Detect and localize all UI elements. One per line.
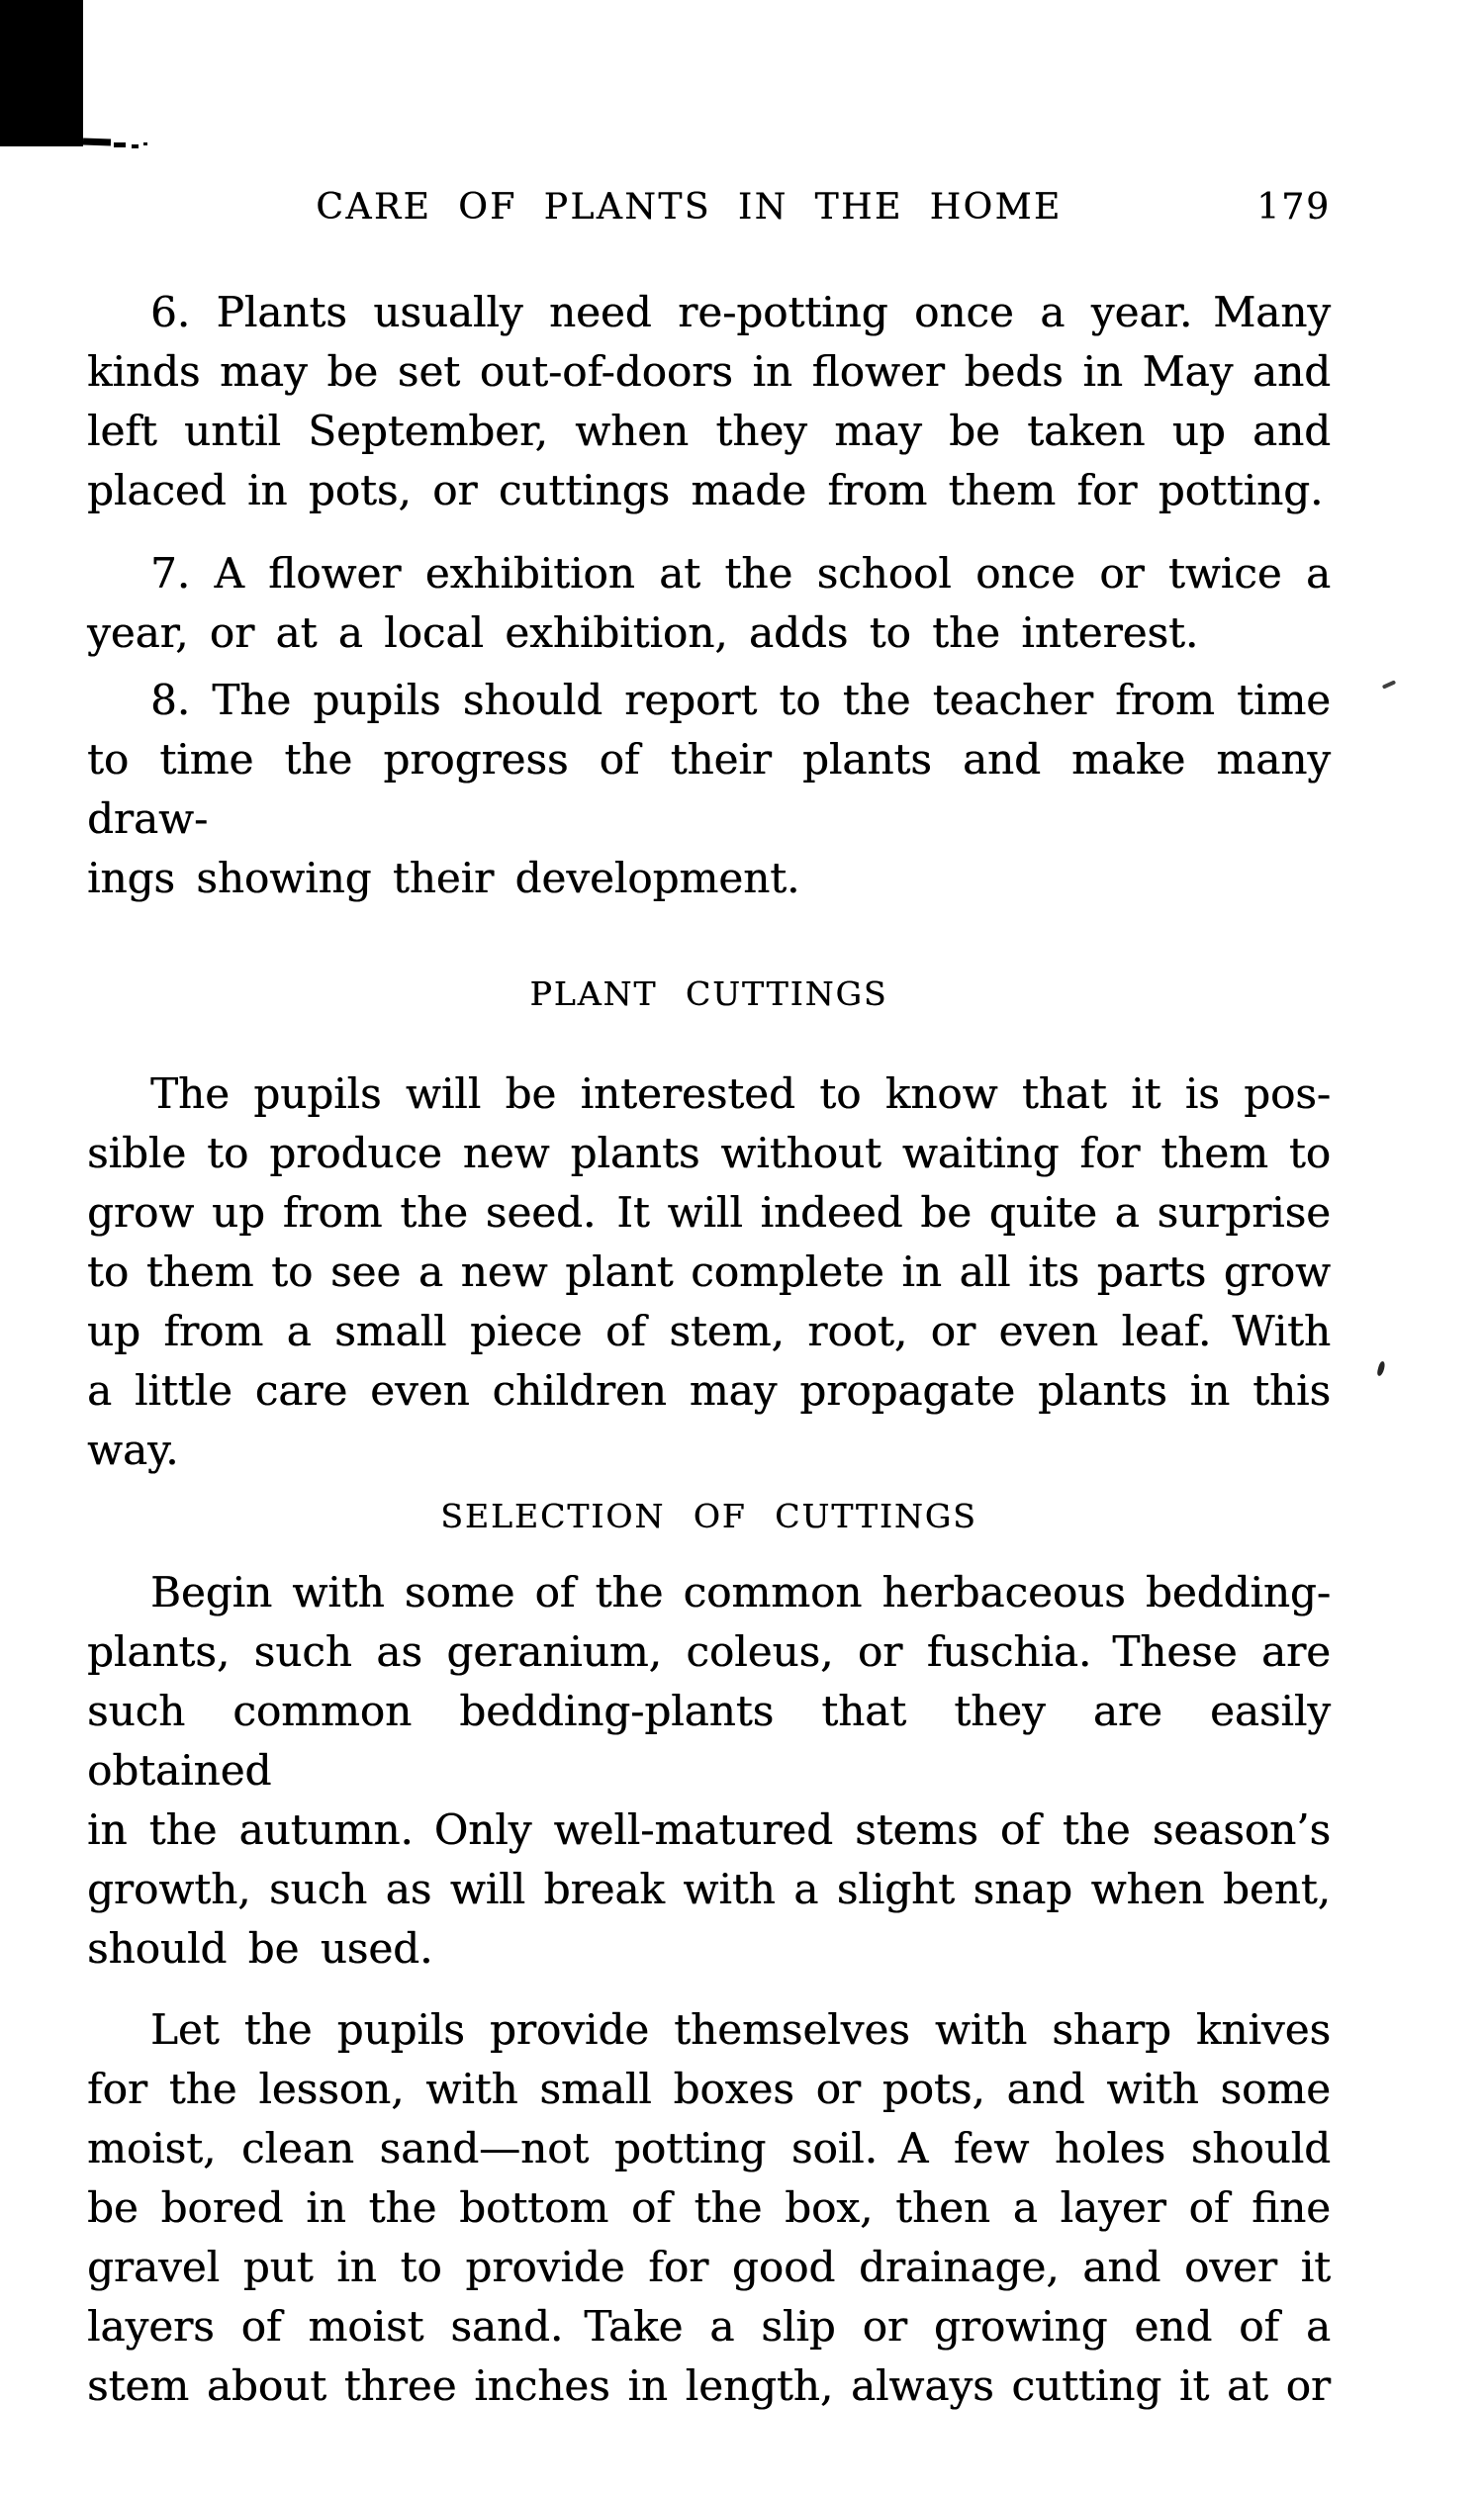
text-line: to time the progress of their plants and make many draw- bbox=[87, 735, 1331, 843]
scan-artifact-speck bbox=[143, 142, 147, 145]
text-line: 7. A flower exhibition at the school once or twice a bbox=[150, 549, 1331, 598]
text-line: Let the pupils provide themselves with sharp knives bbox=[150, 2005, 1331, 2054]
text-line: to them to see a new plant complete in all its parts grow bbox=[87, 1247, 1331, 1296]
text-line: kinds may be set out-of-doors in flower beds in May and bbox=[87, 347, 1331, 396]
text-line: for the lesson, with small boxes or pots, and with some bbox=[87, 2065, 1331, 2113]
text-line: grow up from the seed. It will indeed be quite a surprise bbox=[87, 1188, 1331, 1237]
text-line: such common bedding-plants that they are easily obtained bbox=[87, 1687, 1331, 1795]
scan-artifact-speck bbox=[132, 144, 139, 148]
paragraph bbox=[87, 1064, 1331, 1480]
text-line: way. bbox=[87, 1426, 179, 1474]
section-heading: SELECTION OF CUTTINGS bbox=[440, 1497, 977, 1535]
text-line: gravel put in to provide for good drainage, and over it bbox=[87, 2243, 1331, 2291]
text-line: 6. Plants usually need re-potting once a year. Many bbox=[150, 288, 1331, 336]
scan-artifact-corner-block bbox=[0, 0, 83, 146]
text-line: Begin with some of the common herbaceous bedding- bbox=[150, 1568, 1331, 1616]
paragraph bbox=[87, 544, 1331, 663]
running-header bbox=[87, 186, 1331, 230]
paragraph bbox=[87, 283, 1331, 520]
text-line: be bored in the bottom of the box, then a layer of fine bbox=[87, 2183, 1331, 2232]
text-line: stem about three inches in length, always cutting it at or bbox=[87, 2361, 1331, 2410]
scan-artifact-speck bbox=[83, 138, 111, 146]
text-line: sible to produce new plants without waiting for them to bbox=[87, 1129, 1331, 1177]
text-line: year, or at a local exhibition, adds to the interest. bbox=[87, 608, 1199, 657]
scan-artifact-ink-comma bbox=[1376, 1360, 1385, 1376]
page-body bbox=[87, 283, 1331, 2416]
page-title: CARE OF PLANTS IN THE HOME bbox=[316, 187, 1063, 228]
text-line: growth, such as will break with a slight snap when bent, bbox=[87, 1865, 1331, 1913]
text-line: layers of moist sand. Take a slip or growing end of a bbox=[87, 2302, 1331, 2351]
scan-artifact-speck bbox=[114, 142, 126, 147]
text-line: should be used. bbox=[87, 1924, 433, 1973]
text-line: placed in pots, or cuttings made from them for potting. bbox=[87, 466, 1324, 514]
text-line: in the autumn. Only well-matured stems of the season’s bbox=[87, 1805, 1331, 1854]
text-line: up from a small piece of stem, root, or even leaf. With bbox=[87, 1307, 1331, 1355]
paragraph bbox=[87, 2000, 1331, 2416]
text-line: plants, such as geranium, coleus, or fuschia. These are bbox=[87, 1627, 1331, 1676]
scan-artifact-ink-tick bbox=[1382, 680, 1396, 689]
text-line: 8. The pupils should report to the teacher from time bbox=[150, 676, 1331, 724]
text-line: left until September, when they may be taken up and bbox=[87, 407, 1331, 455]
paragraph bbox=[87, 1563, 1331, 1979]
text-line: ings showing their development. bbox=[87, 854, 800, 902]
section-heading: PLANT CUTTINGS bbox=[529, 974, 888, 1013]
text-line: moist, clean sand—not potting soil. A few holes should bbox=[87, 2124, 1331, 2172]
page-number: 179 bbox=[1256, 187, 1331, 228]
text-line: a little care even children may propagate plants in this bbox=[87, 1366, 1331, 1415]
paragraph bbox=[87, 671, 1331, 908]
text-line: The pupils will be interested to know that it is pos- bbox=[150, 1069, 1331, 1118]
